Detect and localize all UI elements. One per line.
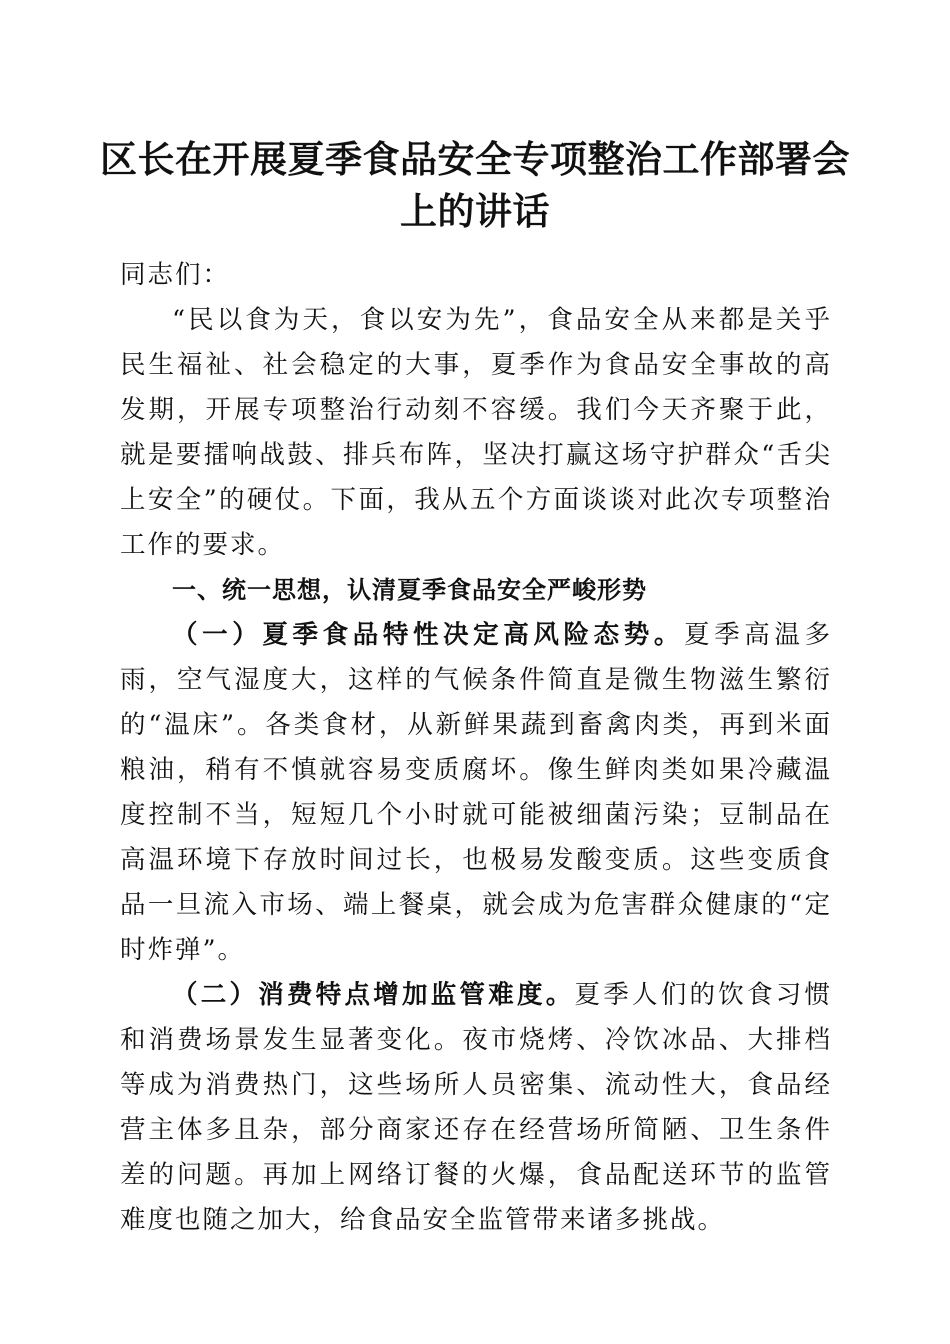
document-body [120, 253, 832, 1243]
intro-paragraph: “民以食为天，食以安为先”，食品安全从来都是关乎民生福祉、社会稳定的大事，夏季作为食品安全事故的高发期，开展专项整治行动刻不容缓。我们今天齐聚于此，就是要擂响战鼓、排兵布阵，坚决打赢这场守护群众“舌尖上安全”的硬仗。下面，我从五个方面谈谈对此次专项整治工作的要求。 [120, 305, 832, 560]
item-lead-2: （二）消费特点增加监管难度。 [172, 980, 575, 1010]
item-paragraph-1 [120, 613, 832, 973]
item-body-2: 夏季人们的饮食习惯和消费场景发生显著变化。夜市烧烤、冷饮冰品、大排档等成为消费热门，这些场所人员密集、流动性大，食品经营主体多且杂，部分商家还存在经营场所简陋、卫生条件差的问题。再加上网络订餐的火爆，食品配送环节的监管难度也随之加大，给食品安全监管带来诸多挑战。 [120, 980, 832, 1235]
greeting: 同志们： [120, 260, 231, 290]
item-body-1: 夏季高温多雨，空气湿度大，这样的气候条件简直是微生物滋生繁衍的“温床”。各类食材，从新鲜果蔬到畜禽肉类，再到米面粮油，稍有不慎就容易变质腐坏。像生鲜肉类如果冷藏温度控制不当，短短几个小时就可能被细菌污染；豆制品在高温环境下存放时间过长，也极易发酸变质。这些变质食品一旦流入市场、端上餐桌，就会成为危害群众健康的“定时炸弹”。 [120, 620, 832, 965]
item-paragraph-2 [120, 973, 832, 1243]
section-heading-1: 一、统一思想，认清夏季食品安全严峻形势 [172, 576, 647, 604]
document-title: 区长在开展夏季食品安全专项整治工作部署会上的讲话 [100, 137, 850, 233]
item-lead-1: （一）夏季食品特性决定高风险态势。 [172, 620, 684, 650]
